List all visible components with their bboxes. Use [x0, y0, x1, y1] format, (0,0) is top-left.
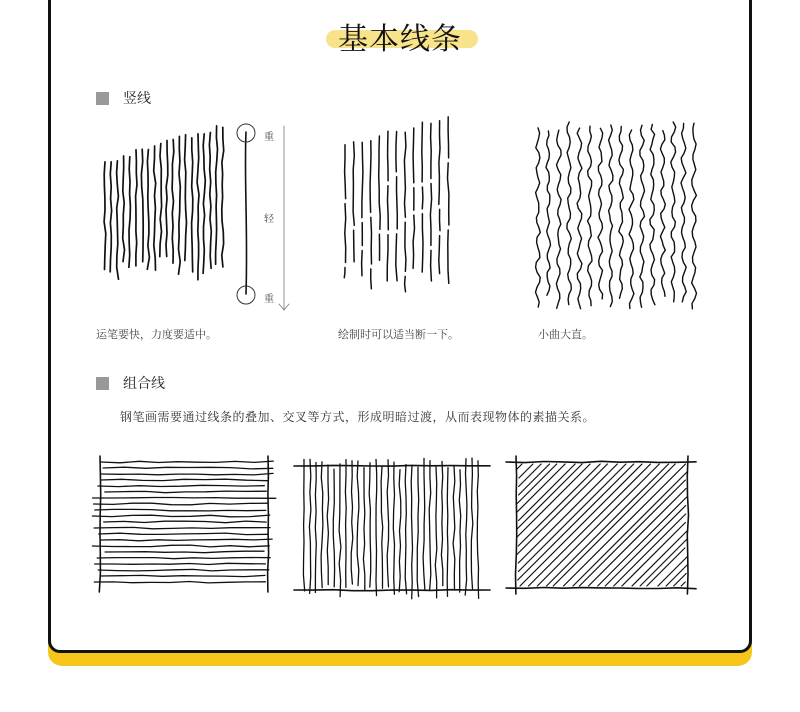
sketch-stroke — [422, 122, 423, 182]
hatch-stroke — [517, 464, 557, 504]
hatch-stroke — [103, 467, 273, 469]
hatch-stroke — [327, 465, 328, 585]
hatch-stroke — [101, 575, 265, 576]
sketch-stroke — [203, 134, 205, 273]
pressure-label-middle: 轻 — [264, 214, 274, 225]
sketch-stroke — [179, 136, 181, 274]
sketch-stroke — [379, 136, 381, 229]
sketch-stroke — [448, 230, 449, 283]
frame-stroke — [506, 588, 696, 589]
sketch-stroke — [353, 142, 354, 225]
sketch-stroke — [396, 234, 397, 281]
hatch-stroke — [387, 460, 388, 587]
hatch-stroke — [357, 461, 359, 586]
sketch-stroke — [160, 144, 162, 257]
frame-stroke — [294, 590, 490, 591]
hatch-stroke — [518, 464, 600, 546]
sketch-stroke — [448, 117, 449, 158]
sketch-stroke — [422, 214, 423, 272]
diagonal-hatching-sketch — [500, 452, 700, 604]
frame-stroke — [506, 461, 696, 462]
frame-stroke — [516, 456, 517, 594]
section-label: 组合线 — [123, 376, 165, 392]
sketch-stroke — [567, 122, 571, 305]
hatch-stroke — [423, 458, 425, 589]
page-title: 基本线条 — [338, 22, 462, 57]
sketch-stroke — [185, 135, 187, 261]
sketch-stroke — [104, 162, 106, 270]
sketch-stroke — [439, 236, 440, 274]
hatch-stroke — [518, 464, 634, 580]
hatch-stroke — [605, 506, 686, 587]
frame-stroke — [268, 456, 269, 592]
sketch-stroke — [405, 276, 406, 291]
hatch-stroke — [105, 551, 264, 553]
title-container — [0, 14, 800, 58]
caption-small-curve: 小曲大直。 — [538, 328, 593, 341]
sketch-stroke — [692, 123, 697, 309]
frame-stroke — [687, 456, 688, 594]
sketch-stroke — [640, 125, 645, 307]
vertical-hatching-sketch — [290, 452, 495, 604]
sketch-stroke — [129, 157, 131, 268]
sketch-stroke — [166, 141, 168, 257]
section-heading-combination — [96, 373, 165, 393]
hatch-stroke — [441, 462, 442, 586]
hatch-stroke — [376, 459, 377, 595]
pressure-label-top: 重 — [264, 132, 274, 143]
sketch-stroke — [371, 217, 372, 264]
hatch-stroke — [321, 462, 323, 588]
hatch-stroke — [519, 464, 576, 521]
sketch-stroke — [397, 177, 398, 229]
hatch-stroke — [381, 467, 383, 589]
hatch-stroke — [339, 464, 341, 597]
sketch-stroke — [431, 123, 432, 178]
hatch-stroke — [94, 503, 269, 505]
vertical-lines-sketch-broken — [335, 112, 465, 312]
sketch-stroke — [197, 134, 199, 280]
hatch-stroke — [99, 533, 268, 535]
hatch-stroke — [399, 470, 401, 592]
hatch-stroke — [417, 467, 419, 596]
sketch-stroke — [536, 128, 541, 307]
sketch-stroke — [609, 125, 613, 307]
hatch-stroke — [345, 460, 346, 588]
sketch-stroke — [448, 163, 449, 225]
sketch-stroke — [598, 128, 603, 299]
sketch-stroke — [362, 142, 363, 217]
sketch-stroke — [404, 132, 406, 217]
hatch-stroke — [98, 569, 268, 571]
hatch-stroke — [411, 465, 412, 598]
sketch-stroke — [660, 131, 665, 297]
square-marker-icon — [96, 92, 109, 105]
hatch-stroke — [303, 459, 304, 591]
sketch-stroke — [154, 146, 156, 270]
vertical-lines-sketch-fast — [95, 118, 235, 308]
sketch-stroke — [345, 204, 346, 263]
section-label: 竖线 — [123, 91, 151, 107]
hatch-stroke — [94, 582, 265, 583]
hatch-stroke — [363, 468, 364, 590]
hatch-stroke — [517, 464, 523, 470]
sketch-stroke — [387, 235, 388, 281]
hatch-stroke — [93, 498, 276, 499]
hatch-stroke — [447, 468, 448, 597]
sketch-stroke — [362, 251, 363, 276]
hatch-stroke — [598, 497, 687, 586]
hatch-stroke — [309, 459, 311, 593]
caption-breaks: 绘制时可以适当断一下。 — [338, 328, 459, 341]
sketch-stroke — [370, 141, 371, 213]
sketch-stroke — [619, 126, 624, 298]
sketch-stroke — [430, 184, 431, 246]
pressure-indicator — [232, 118, 302, 318]
hatch-stroke — [97, 558, 270, 559]
sketch-stroke — [405, 222, 406, 271]
hatch-stroke — [429, 461, 431, 591]
caption-fast-even: 运笔要快，力度要适中。 — [96, 328, 217, 341]
sketch-stroke — [413, 215, 414, 268]
frame-stroke — [294, 465, 490, 466]
hatch-stroke — [405, 465, 406, 594]
sketch-stroke — [671, 122, 676, 302]
square-marker-icon — [96, 377, 109, 390]
sketch-stroke — [147, 150, 149, 270]
sketch-stroke — [344, 268, 345, 278]
sketch-stroke — [136, 150, 137, 266]
sketch-stroke — [629, 130, 634, 309]
hatch-stroke — [674, 574, 687, 587]
hatch-stroke — [104, 521, 267, 523]
hatch-stroke — [92, 515, 269, 517]
sketch-stroke — [413, 128, 414, 183]
hatch-stroke — [369, 463, 371, 587]
hatch-stroke — [435, 467, 437, 598]
hatch-stroke — [101, 479, 267, 481]
hatch-stroke — [579, 480, 685, 586]
sketch-stroke — [546, 131, 551, 295]
section-heading-vertical — [96, 88, 151, 108]
hatch-stroke — [94, 527, 270, 528]
sketch-stroke — [396, 132, 397, 172]
sketch-stroke — [209, 133, 211, 269]
hatch-stroke — [517, 464, 582, 529]
hatch-stroke — [681, 582, 685, 586]
pressure-label-bottom: 重 — [264, 294, 274, 305]
hatch-stroke — [477, 461, 478, 599]
horizontal-hatching-sketch — [88, 452, 280, 600]
sketch-stroke — [439, 121, 440, 205]
hatch-stroke — [95, 509, 266, 511]
pressure-stroke — [245, 132, 246, 294]
sketch-stroke — [172, 140, 174, 264]
hatch-stroke — [351, 461, 353, 584]
hatch-stroke — [453, 466, 455, 590]
hatch-stroke — [519, 464, 533, 478]
hatch-stroke — [315, 463, 316, 593]
sketch-stroke — [222, 127, 224, 267]
sketch-stroke — [431, 250, 432, 281]
hatch-stroke — [105, 491, 266, 493]
hatch-stroke — [95, 563, 266, 564]
sketch-stroke — [388, 131, 389, 180]
sketch-stroke — [556, 130, 561, 308]
sketch-stroke — [192, 138, 193, 272]
sketch-stroke — [588, 126, 593, 306]
sketch-stroke — [388, 186, 389, 230]
sketch-stroke — [123, 156, 125, 262]
hatch-stroke — [101, 461, 273, 463]
sketch-stroke — [216, 126, 218, 264]
hatch-stroke — [101, 539, 272, 541]
hatch-stroke — [92, 545, 269, 547]
sketch-stroke — [681, 123, 686, 301]
hatch-stroke — [101, 473, 273, 475]
hatch-stroke — [98, 485, 264, 486]
hatch-stroke — [393, 462, 394, 594]
combination-description: 钢笔画需要通过线条的叠加、交叉等方式，形成明暗过渡，从而表现物体的素描关系。 — [120, 410, 596, 424]
hatch-stroke — [333, 469, 334, 587]
sketch-stroke — [354, 230, 355, 261]
sketch-stroke — [371, 269, 372, 289]
sketch-stroke — [577, 128, 582, 309]
hatch-stroke — [632, 531, 687, 586]
hatch-stroke — [519, 464, 550, 495]
sketch-stroke — [650, 124, 655, 304]
hatch-stroke — [465, 459, 467, 595]
sketch-stroke — [345, 145, 346, 199]
vertical-lines-sketch-wavy — [528, 112, 713, 317]
hatch-stroke — [471, 458, 473, 589]
sketch-stroke — [141, 149, 143, 262]
sketch-stroke — [440, 209, 441, 230]
hatch-stroke — [459, 470, 460, 592]
frame-stroke — [99, 456, 100, 592]
sketch-stroke — [117, 161, 119, 279]
sketch-stroke — [110, 162, 111, 272]
hatch-stroke — [640, 540, 687, 587]
sketch-stroke — [422, 187, 423, 209]
